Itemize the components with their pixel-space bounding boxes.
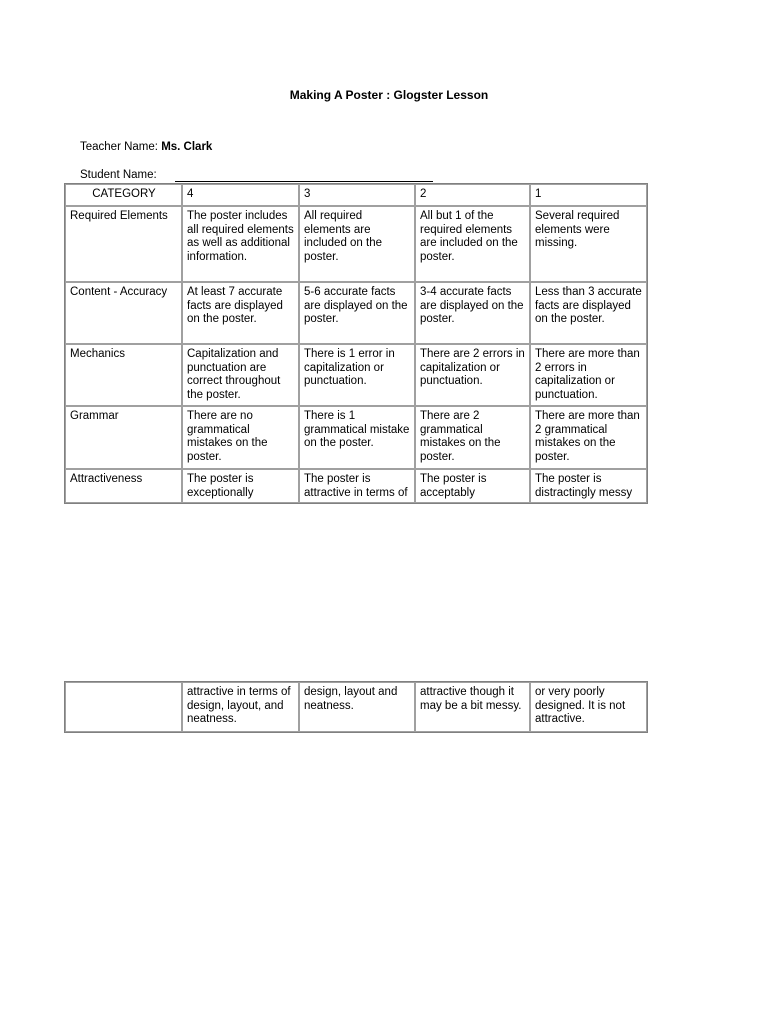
header-category: CATEGORY bbox=[65, 184, 182, 206]
criterion-cell: The poster is exceptionally bbox=[182, 469, 299, 503]
criterion-cell: 5-6 accurate facts are displayed on the poster. bbox=[299, 282, 415, 344]
rubric-row-grammar bbox=[65, 406, 647, 469]
rubric-table bbox=[64, 183, 648, 504]
header-score-3: 3 bbox=[299, 184, 415, 206]
criterion-cell: There is 1 error in capitalization or punctuation. bbox=[299, 344, 415, 406]
criterion-cell: design, layout and neatness. bbox=[299, 682, 415, 732]
criterion-cell: Several required elements were missing. bbox=[530, 206, 647, 282]
category-cell: Content - Accuracy bbox=[65, 282, 182, 344]
category-cell bbox=[65, 682, 182, 732]
student-name-blank bbox=[175, 181, 433, 182]
criterion-cell: Capitalization and punctuation are correct throughout the poster. bbox=[182, 344, 299, 406]
criterion-cell: The poster includes all required elements as well as additional information. bbox=[182, 206, 299, 282]
rubric-row-mechanics bbox=[65, 344, 647, 406]
criterion-cell: There are more than 2 grammatical mistakes on the poster. bbox=[530, 406, 647, 469]
rubric-row-required-elements bbox=[65, 206, 647, 282]
header-score-4: 4 bbox=[182, 184, 299, 206]
rubric-row-attractiveness-continued bbox=[65, 682, 647, 732]
criterion-cell: There is 1 grammatical mistake on the poster. bbox=[299, 406, 415, 469]
criterion-cell: or very poorly designed. It is not attractive. bbox=[530, 682, 647, 732]
document-title: Making A Poster : Glogster Lesson bbox=[289, 88, 489, 102]
criterion-cell: The poster is acceptably bbox=[415, 469, 530, 503]
criterion-cell: All required elements are included on the poster. bbox=[299, 206, 415, 282]
category-cell: Mechanics bbox=[65, 344, 182, 406]
criterion-cell: All but 1 of the required elements are included on the poster. bbox=[415, 206, 530, 282]
criterion-cell: The poster is attractive in terms of bbox=[299, 469, 415, 503]
rubric-table-continuation bbox=[64, 681, 648, 733]
criterion-cell: The poster is distractingly messy bbox=[530, 469, 647, 503]
category-cell: Attractiveness bbox=[65, 469, 182, 503]
criterion-cell: There are more than 2 errors in capitalization or punctuation. bbox=[530, 344, 647, 406]
criterion-cell: There are 2 errors in capitalization or punctuation. bbox=[415, 344, 530, 406]
header-score-1: 1 bbox=[530, 184, 647, 206]
teacher-name-value: Ms. Clark bbox=[161, 141, 213, 153]
teacher-name-label: Teacher Name: bbox=[80, 141, 158, 153]
rubric-header-row bbox=[65, 184, 647, 206]
rubric-row-attractiveness bbox=[65, 469, 647, 503]
criterion-cell: attractive in terms of design, layout, and neatness. bbox=[182, 682, 299, 732]
criterion-cell: Less than 3 accurate facts are displayed on the poster. bbox=[530, 282, 647, 344]
category-cell: Grammar bbox=[65, 406, 182, 469]
header-score-2: 2 bbox=[415, 184, 530, 206]
criterion-cell: attractive though it may be a bit messy. bbox=[415, 682, 530, 732]
teacher-name-line bbox=[80, 141, 212, 153]
criterion-cell: There are no grammatical mistakes on the poster. bbox=[182, 406, 299, 469]
student-name-label: Student Name: bbox=[80, 169, 157, 181]
rubric-row-content-accuracy bbox=[65, 282, 647, 344]
criterion-cell: 3-4 accurate facts are displayed on the poster. bbox=[415, 282, 530, 344]
criterion-cell: There are 2 grammatical mistakes on the poster. bbox=[415, 406, 530, 469]
criterion-cell: At least 7 accurate facts are displayed on the poster. bbox=[182, 282, 299, 344]
category-cell: Required Elements bbox=[65, 206, 182, 282]
